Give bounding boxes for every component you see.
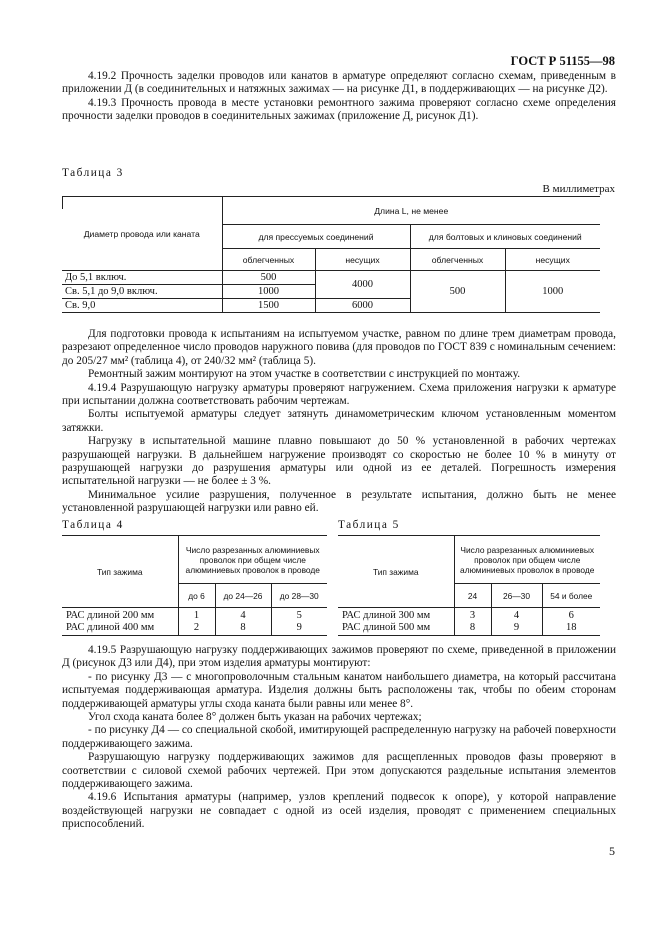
- table5-value: 18: [566, 621, 577, 633]
- paragraph: - по рисунку Д4 — со специальной скобой, имитирующей распределенную нагрузку на рабочей поверхности поддерживающего зажима.: [62, 724, 616, 750]
- paragraph: Болты испытуемой арматуры следует затянуть динамометрическим ключом установленным моментом затяжки.: [62, 408, 616, 434]
- table3-row-label: До 5,1 включ.: [62, 271, 222, 285]
- paragraph: Нагрузку в испытательной машине плавно повышают до 50 % установленной в рабочих чертежах разрушающей нагрузки. В дальнейшем нагружение производят со скоростью не более 10 % в минуту от разрушающей нагрузки до разрушения арматуры или одной из ее деталей. Погрешность измерения испытательной нагрузки — не более ± 3 %.: [62, 435, 616, 488]
- table5-caption: Таблица 5: [338, 519, 400, 531]
- table5-col-type: Тип зажима: [338, 536, 454, 608]
- paragraph: 4.19.4 Разрушающую нагрузку арматуры проверяют нагружением. Схема приложения нагрузки к арматуре при испытании должна соответствовать рабочим чертежам.: [62, 381, 616, 408]
- table5-value: 9: [513, 621, 520, 633]
- table3-cell: 500: [222, 271, 315, 285]
- table5-sub: 54 и более: [542, 584, 600, 608]
- table3-row-label: Св. 5,1 до 9,0 включ.: [62, 285, 222, 299]
- table4: [62, 535, 327, 636]
- table5-value: 4: [513, 609, 520, 621]
- table5-value: 3: [469, 609, 476, 621]
- table4-sub: до 28—30: [271, 584, 327, 608]
- table3-sub-bearing: несущих: [505, 249, 600, 271]
- table3-group-bolted: для болтовых и клиновых соединений: [410, 225, 600, 249]
- table5-col1: [454, 608, 491, 636]
- paragraph: Минимальное усилие разрушения, полученное в результате испытания, должно быть не менее установленной разрушающей нагрузки или равно ей.: [62, 488, 616, 515]
- table5-value: 6: [568, 609, 574, 621]
- paragraph: - по рисунку Д3 — с многопроволочным стальным канатом наибольшего диаметра, на который рассчитана испытуемая поддерживающая арматура. Изделия должны быть расположены так, чтобы по обеим сторонам поддерживающей арматуры углы схода каната были равны или менее 8°.: [62, 670, 616, 710]
- table4-value: 9: [296, 621, 302, 633]
- table3-row-label: Св. 9,0: [62, 299, 222, 313]
- table3-group-pressed: для прессуемых соединений: [222, 225, 410, 249]
- table4-sub: до 6: [178, 584, 215, 608]
- paragraph: 4.19.5 Разрушающую нагрузку поддерживающих зажимов проверяют по схеме, приведенной в приложении Д (рисунок Д3 или Д4), при этом изделия арматуры монтируют:: [62, 644, 616, 670]
- page-number: 5: [609, 844, 615, 858]
- table3-col-diameter: Диаметр провода или каната: [62, 197, 222, 271]
- table3-cell: 6000: [315, 299, 410, 313]
- table4-col3: [271, 608, 327, 636]
- top-text-block: [62, 70, 616, 124]
- table4-value: 1: [193, 609, 200, 621]
- table4-type: РАС длиной 400 мм: [66, 621, 155, 633]
- paragraph: Ремонтный зажим монтируют на этом участке в соответствии с инструкцией по монтажу.: [88, 368, 521, 381]
- table4-value: 2: [193, 621, 200, 633]
- table5-sub: 24: [454, 584, 491, 608]
- table4-col-group: Число разрезанных алюминиевых проволок при общем числе алюминиевых проволок в проводе: [178, 536, 327, 584]
- paragraph: 4.19.6 Испытания арматуры (например, узлов креплений подвесок к опоре), у которой направление воздействующей нагрузки не совпадает с одной из осей изделия, проводят с применением специальных приспособлений.: [62, 791, 616, 831]
- table5-type: РАС длиной 500 мм: [342, 621, 431, 633]
- table3-unit: В миллиметрах: [542, 183, 615, 195]
- table5-value: 8: [469, 621, 476, 633]
- table3-cell: 1500: [222, 299, 315, 313]
- table3-sub-bearing: несущих: [315, 249, 410, 271]
- table4-col2: [215, 608, 271, 636]
- table5-col-group: Число разрезанных алюминиевых проволок при общем числе алюминиевых проволок в проводе: [454, 536, 600, 584]
- table4-value: 4: [240, 609, 246, 621]
- table4-value: 8: [240, 621, 246, 633]
- table3: [62, 196, 600, 313]
- document-id: ГОСТ Р 51155—98: [510, 54, 615, 68]
- table5-col2: [491, 608, 542, 636]
- table5: [338, 535, 600, 636]
- paragraph: Угол схода каната более 8° должен быть указан на рабочих чертежах;: [88, 711, 422, 724]
- table4-value: 5: [296, 609, 302, 621]
- table5-sub: 26—30: [491, 584, 542, 608]
- table5-type: РАС длиной 300 мм: [342, 609, 431, 621]
- table4-col-type: Тип зажима: [62, 536, 178, 608]
- paragraph: 4.19.2 Прочность заделки проводов или канатов в арматуре определяют согласно схемам, приведенным в приложении Д (в соединительных и натяжных зажимах — на рисунке Д1, в поддерживающих — на рисунке Д2).: [62, 70, 616, 96]
- paragraph: Для подготовки провода к испытаниям на испытуемом участке, равном по длине трем диаметрам провода, разрезают определенное число проводов наружного повива (для проводов по ГОСТ 839 с номинальным сечением: до 205/27 мм² (таблица 4), от 240/32 мм² (таблица 5).: [62, 328, 616, 367]
- table3-cell: 1000: [222, 285, 315, 299]
- table4-sub: до 24—26: [215, 584, 271, 608]
- table3-cell-merged: 500: [410, 271, 505, 313]
- table3-caption: Таблица 3: [62, 167, 124, 179]
- paragraph: Разрушающую нагрузку поддерживающих зажимов для расщепленных проводов фазы проверяют в соответствии с силовой схемой рабочих чертежей. При этом допускаются раздельные испытания элементов поддерживающего зажима.: [62, 751, 616, 791]
- table3-cell-merged: 1000: [505, 271, 600, 313]
- table3-sub-light: облегченных: [410, 249, 505, 271]
- middle-text-block: [62, 328, 616, 516]
- table5-col3: [542, 608, 600, 636]
- table5-types: [338, 608, 454, 636]
- table4-col1: [178, 608, 215, 636]
- table3-sub-light: облегченных: [222, 249, 315, 271]
- table3-cell-merged: 4000: [315, 271, 410, 299]
- bottom-text-block: [62, 644, 616, 832]
- table3-col-length: Длина L, не менее: [222, 197, 600, 225]
- table4-caption: Таблица 4: [62, 519, 124, 531]
- table4-types: [62, 608, 178, 636]
- table4-type: РАС длиной 200 мм: [66, 609, 155, 621]
- paragraph: 4.19.3 Прочность провода в месте установки ремонтного зажима проверяют согласно схеме определения прочности заделки проводов в соединительных зажимах (приложение Д, рисунок Д1).: [62, 96, 616, 123]
